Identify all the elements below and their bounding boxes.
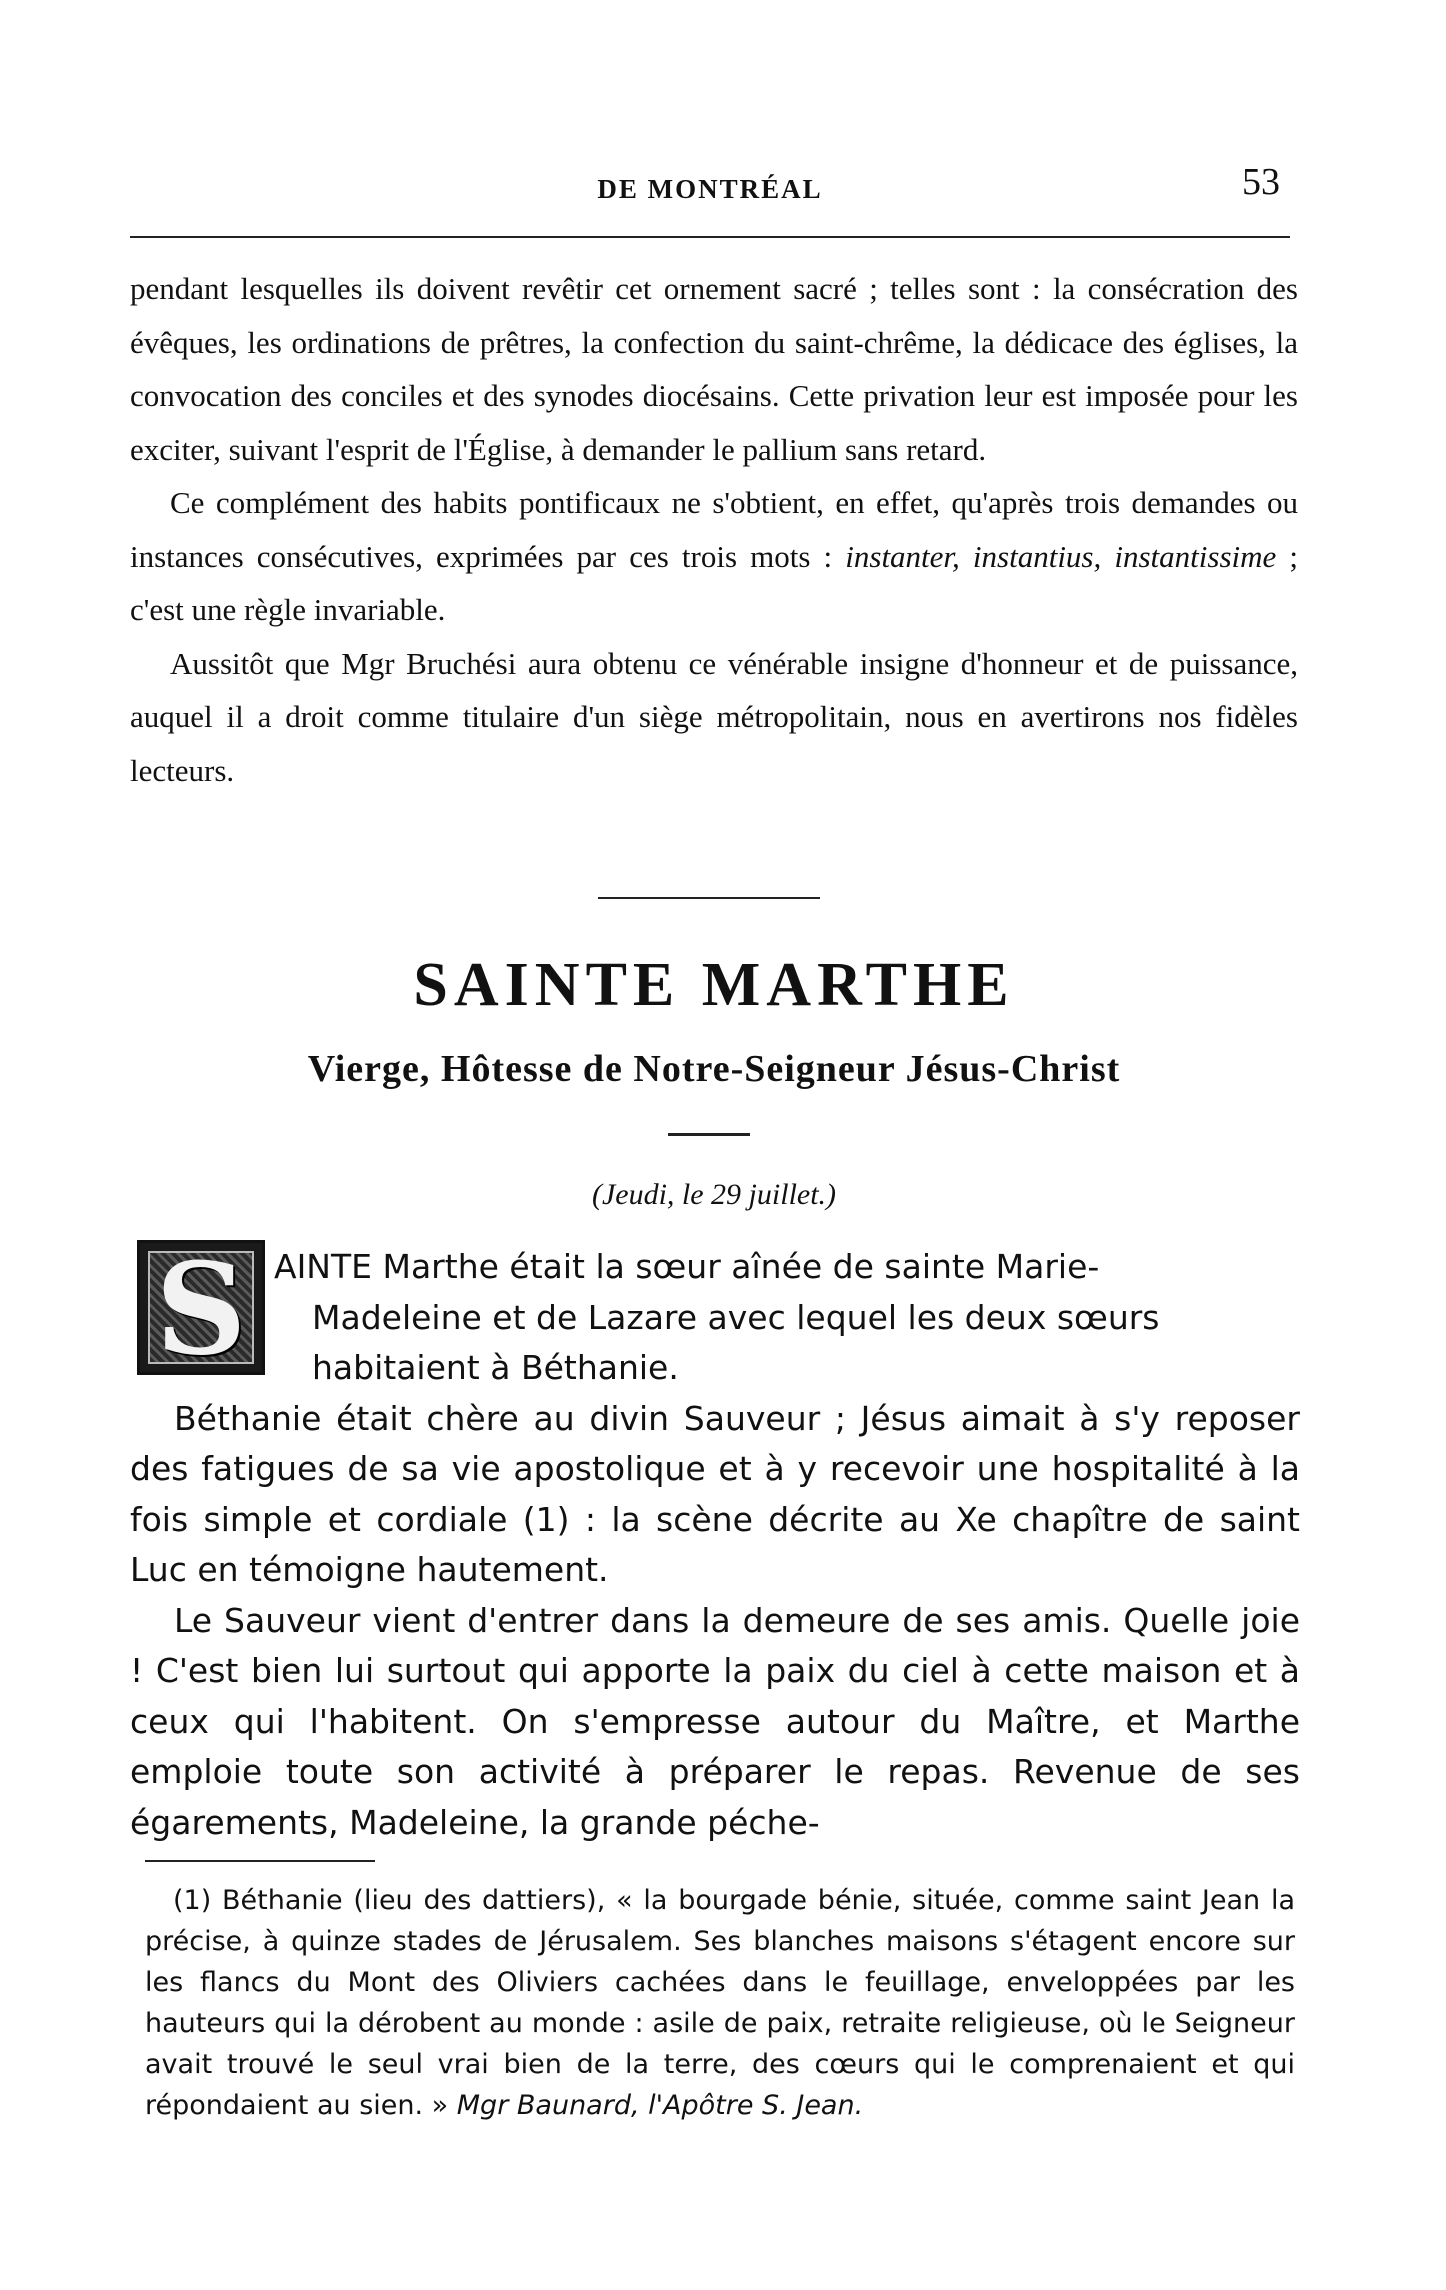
article-body <box>130 1242 1300 1848</box>
latin-words: instanter, instantius, instantissime <box>845 538 1277 574</box>
intro-text-run: Ce complément des habits pontificaux ne s'obtient, en effet, qu'après trois demandes ou instances consécutives, exprimées par ces trois mots : <box>130 485 1298 574</box>
article-title: SAINTE MARTHE <box>413 951 1015 1019</box>
intro-paragraph: Aussitôt que Mgr Bruchési aura obtenu ce vénérable insigne d'honneur et de puissance, auquel il a droit comme titulaire d'un siège métropolitain, nous en avertirons nos fidèles lecteurs. <box>130 645 1298 788</box>
section-separator <box>598 897 820 899</box>
footnote-rule <box>145 1860 375 1862</box>
footnote-paragraph <box>145 1880 1295 2126</box>
dateline: (Jeudi, le 29 juillet.) <box>591 1178 837 1211</box>
footnote-text: (1) Béthanie (lieu des dattiers), « la bourgade bénie, située, comme saint Jean la précise, à quinze stades de Jérusalem. Ses blanches maisons s'étagent encore sur les flancs du Mont des Oliviers cachées dans le feuillage, enveloppées par les hauteurs qui la dérobent au monde : asile de paix, retraite religieuse, où le Seigneur avait trouvé le seul vrai bien de la terre, des cœurs qui le comprenaient et qui répondaient au sien. » <box>145 1885 1295 2121</box>
footnote-citation: Mgr Baunard, l'Apôtre S. Jean. <box>456 2090 864 2121</box>
intro-text <box>130 262 1298 797</box>
header-rule <box>130 236 1290 238</box>
page-number: 53 <box>1242 161 1280 203</box>
article-subtitle: Vierge, Hôtesse de Notre-Seigneur Jésus-Christ <box>307 1048 1121 1090</box>
running-head <box>130 160 1290 210</box>
article-paragraph: Béthanie était chère au divin Sauveur ; Jésus aimait à s'y reposer des fatigues de sa vie apostolique et à y recevoir une hospitalité à la fois simple et cordiale (1) : la scène décrite au Xe chapître de saint Luc en témoigne hautement. <box>130 1398 1300 1589</box>
title-rule <box>668 1133 750 1136</box>
footnote <box>145 1880 1295 2126</box>
drop-line: Madeleine et de Lazare avec lequel les deux sœurs <box>312 1297 1160 1337</box>
running-title: DE MONTRÉAL <box>597 174 823 204</box>
intro-paragraph: pendant lesquelles ils doivent revêtir cet ornement sacré ; telles sont : la consécration des évêques, les ordinations de prêtres, la confection du saint-chrême, la dédicace des églises, la convocation des conciles et des synodes diocésains. Cette privation leur est imposée pour les exciter, suivant l'esprit de l'Église, à demander le pallium sans retard. <box>130 271 1298 467</box>
drop-cap-letter: S <box>155 1235 247 1383</box>
article-paragraph: Le Sauveur vient d'entrer dans la demeure de ses amis. Quelle joie ! C'est bien lui surtout qui apporte la paix du ciel à cette maison et à ceux qui l'habitent. On s'empresse autour du Maître, et Marthe emploie toute son activité à préparer le repas. Revenue de ses égarements, Madeleine, la grande péche- <box>130 1600 1300 1842</box>
intro-text-run: ; c'est une règle invariable. <box>130 538 1298 627</box>
drop-line: habitaient à Béthanie. <box>312 1348 679 1387</box>
first-line: AINTE Marthe était la sœur aînée de sainte Marie- <box>274 1247 1100 1286</box>
intro-paragraph <box>130 476 1298 637</box>
